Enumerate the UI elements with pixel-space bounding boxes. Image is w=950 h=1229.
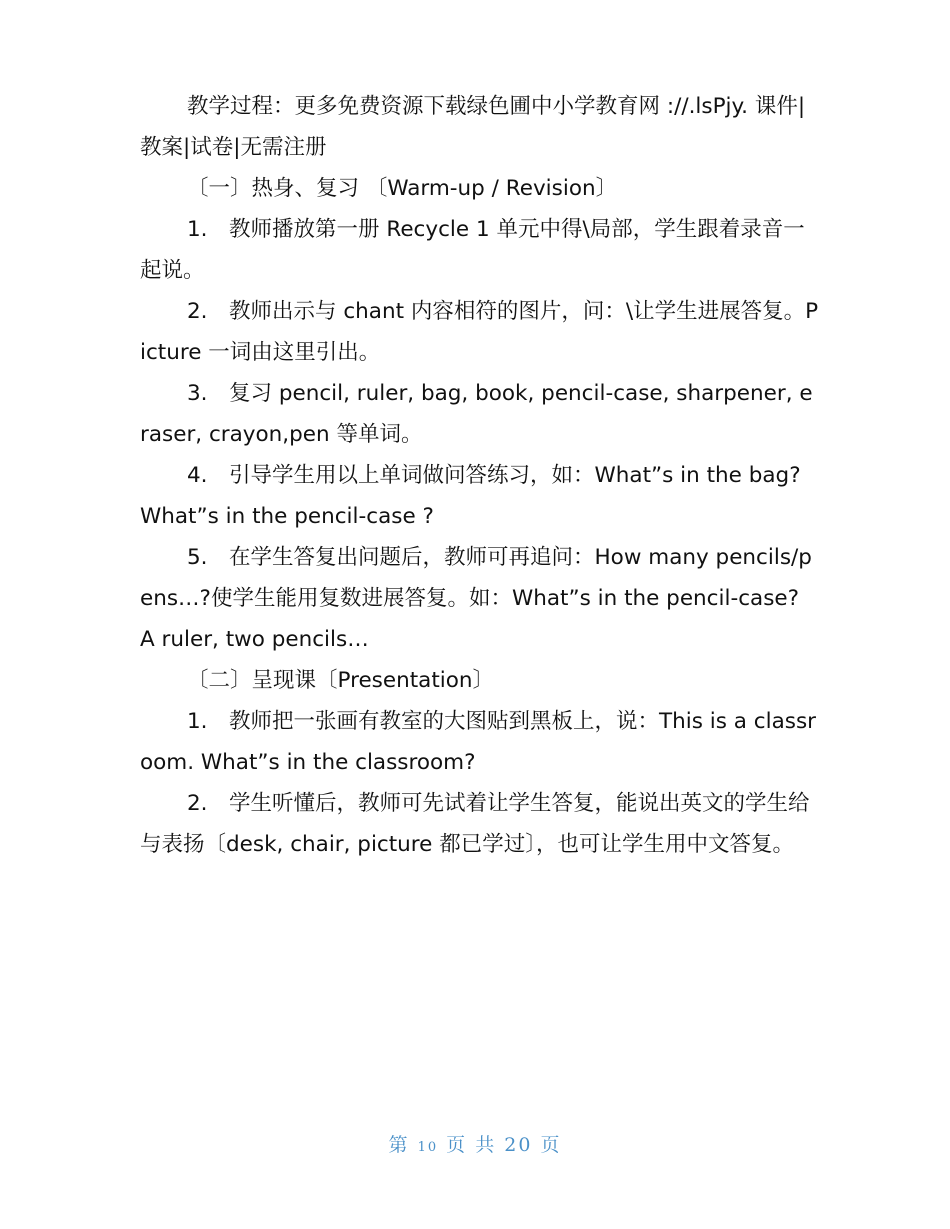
footer-page-number: 10 — [417, 1140, 439, 1155]
list-item-1: 1. 教师播放第一册 Recycle 1 单元中得\局部，学生跟着录音一起说。 — [140, 217, 805, 283]
list-item-3: 3. 复习 pencil, ruler, bag, book, pencil-case, sharpener, eraser, crayon,pen 等单词。 — [140, 381, 813, 447]
list-item-4: 4. 引导学生用以上单词做问答练习，如：What”s in the bag? What”s in the pencil-case ? — [140, 463, 801, 529]
section-heading-warm-up: 〔一〕热身、复习 〔Warm-up / Revision〕 — [187, 176, 618, 201]
footer-total-pages: 20 — [504, 1134, 533, 1156]
section-heading-presentation: 〔二〕呈现课〔Presentation〕 — [187, 668, 495, 693]
list-item-2: 2. 教师出示与 chant 内容相符的图片，问：\让学生进展答复。Picture 一词由这里引出。 — [140, 299, 819, 365]
list-item-presentation-1: 1. 教师把一张画有教室的大图贴到黑板上，说：This is a classroom. What”s in the classroom? — [140, 709, 817, 775]
document-body — [140, 86, 820, 865]
paragraph-teaching-process: 教学过程：更多免费资源下载绿色圃中小学教育网 ://.lsPjy. 课件|教案|试卷|无需注册 — [140, 94, 806, 160]
footer-suffix: 页 — [540, 1134, 562, 1156]
list-item-5: 5. 在学生答复出问题后，教师可再追问：How many pencils/pens…?使学生能用复数进展答复。如：What”s in the pencil-case? A ruler, two pencils… — [140, 545, 812, 652]
footer-middle: 页 共 — [446, 1134, 497, 1156]
list-item-presentation-2: 2. 学生听懂后，教师可先试着让学生答复，能说出英文的学生给与表扬〔desk, chair, picture 都已学过〕，也可让学生用中文答复。 — [140, 791, 810, 857]
footer-prefix: 第 — [388, 1134, 410, 1156]
page-footer — [0, 1131, 950, 1162]
